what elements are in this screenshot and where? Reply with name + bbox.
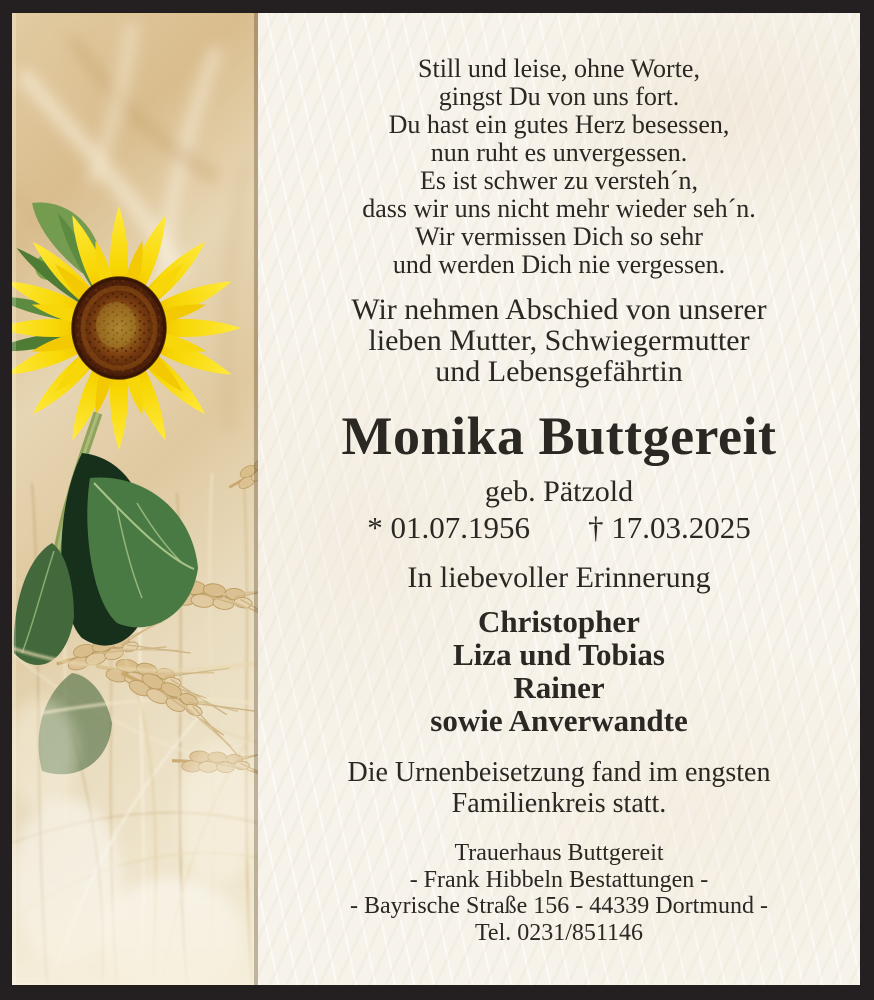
mourner-name: Liza und Tobias xyxy=(453,637,665,672)
maiden-name: geb. Pätzold xyxy=(484,475,634,508)
farewell-line: lieben Mutter, Schwiegermutter xyxy=(368,324,750,357)
farewell-line: und Lebensgefährtin xyxy=(435,355,683,388)
poem-line: und werden Dich nie vergessen. xyxy=(392,250,726,279)
poem-line: Es ist schwer zu versteh´n, xyxy=(420,166,698,195)
funeral-home-line: Tel. 0231/851146 xyxy=(474,919,644,946)
deceased-name: Monika Buttgereit xyxy=(341,406,777,466)
poem-line: gingst Du von uns fort. xyxy=(438,82,680,111)
poem-line: Du hast ein gutes Herz besessen, xyxy=(388,110,730,139)
memory-line: In liebevoller Erinnerung xyxy=(407,561,711,594)
poem-line: Wir vermissen Dich so sehr xyxy=(415,222,703,251)
life-dates xyxy=(367,511,751,544)
burial-line: Die Urnenbeisetzung fand im engsten xyxy=(347,757,771,788)
mourner-name: sowie Anverwandte xyxy=(430,703,688,738)
farewell-line: Wir nehmen Abschied von unserer xyxy=(351,293,767,326)
sunflower-photo xyxy=(12,13,258,985)
memorial-poem xyxy=(362,55,756,279)
farewell-statement xyxy=(351,294,766,387)
funeral-home-line: - Frank Hibbeln Bestattungen - xyxy=(409,866,709,893)
burial-statement xyxy=(348,757,771,819)
mourner-name: Rainer xyxy=(513,670,605,705)
funeral-home-info xyxy=(350,840,768,946)
notice-text-panel xyxy=(258,13,860,985)
poem-line: nun ruht es unvergessen. xyxy=(430,138,688,167)
funeral-home-line: - Bayrische Straße 156 - 44339 Dortmund - xyxy=(350,893,768,919)
poem-line: dass wir uns nicht mehr wieder seh´n. xyxy=(362,194,756,223)
poem-line: Still und leise, ohne Worte, xyxy=(418,54,700,83)
birth-date: * 01.07.1956 xyxy=(367,510,530,545)
death-date: † 17.03.2025 xyxy=(588,510,751,545)
mourners-list xyxy=(430,605,687,737)
burial-line: Familienkreis statt. xyxy=(451,788,667,819)
sunflower-wheat-illustration xyxy=(12,13,258,985)
funeral-home-line: Trauerhaus Buttgereit xyxy=(454,840,664,866)
mourner-name: Christopher xyxy=(478,604,640,639)
